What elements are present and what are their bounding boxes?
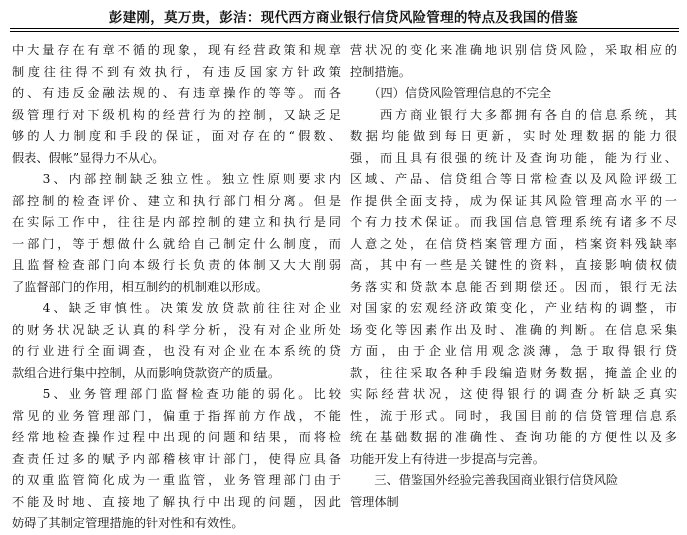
text-line: 了监督部门的作用，相互制约的机制难以形成。 xyxy=(12,279,268,294)
text-line: 的双重监管简化成为一重监管，业务管理部门由于 xyxy=(12,473,341,487)
text-line: 控制措施。 xyxy=(350,64,411,79)
text-line: 区域、产品、信贷组合等日常检查以及风险评级工 xyxy=(350,172,677,186)
header-rule-bottom xyxy=(10,31,679,32)
text-line: 数据均能做到每日更新，实时处理数据的能力很 xyxy=(350,129,677,143)
text-line: 对国家的宏观经济政策变化，产业结构的调整，市 xyxy=(350,301,677,315)
text-line: 统在基础数据的准确性、查询功能的方便性以及多 xyxy=(350,430,677,444)
text-line: 的行业进行全面调查，也没有对企业在本系统的贷 xyxy=(12,344,341,358)
right-column xyxy=(350,40,677,509)
left-column xyxy=(12,40,341,530)
text-line: 作提供全面支持，成为保证其风险管理高水平的一 xyxy=(350,193,677,208)
text-line: 的、有违反金融法规的、有违章操作的等等。而各 xyxy=(12,86,341,100)
text-line: 场变化等因素作出及时、准确的判断。在信息采集 xyxy=(350,322,677,337)
text-line: 部控制的检查评价、建立和执行部门相分离。但是 xyxy=(12,193,341,208)
text-line: 查责任过多的赋予内部稽核审计部门，使得应具备 xyxy=(12,451,341,466)
text-line: 3、内部控制缺乏独立性。独立性原则要求内 xyxy=(12,172,341,186)
text-line: 一部门，等于想做什么就给自己制定什么制度，而 xyxy=(12,236,341,251)
text-line: 三、借鉴国外经验完善我国商业银行信贷风险 xyxy=(350,473,619,487)
text-line: 人意之处，在信贷档案管理方面，档案资料残缺率 xyxy=(350,236,677,251)
text-line: 管理体制 xyxy=(350,494,399,509)
text-line: 制度往往得不到有效执行，有违反国家方针政策 xyxy=(12,64,341,79)
text-line: 常见的业务管理部门，偏重于指挥前方作战，不能 xyxy=(12,408,341,423)
text-line: 高，其中有一些是关键性的资料，直接影响债权债 xyxy=(350,258,677,272)
header-rule-top xyxy=(10,28,679,29)
text-line: 经常地检查操作过程中出现的问题和结果，而将检 xyxy=(12,430,341,444)
text-line: 西方商业银行大多都拥有各自的信息系统，其 xyxy=(350,107,677,122)
text-line: 5、业务管理部门监督检查功能的弱化。比较 xyxy=(12,387,341,401)
text-line: 强，而且具有很强的统计及查询功能，能为行业、 xyxy=(350,150,677,165)
text-line: 4、缺乏审慎性。决策发放贷款前往往对企业 xyxy=(12,301,341,315)
text-line: 实际经营状况，这使得银行的调查分析缺乏真实 xyxy=(350,387,677,401)
text-line: 方面，由于企业信用观念淡薄，急于取得银行贷 xyxy=(350,344,677,358)
text-line: 务落实和贷款本息能否到期偿还。因而，银行无法 xyxy=(350,279,677,294)
text-line: 性，流于形式。同时，我国目前的信贷管理信息系 xyxy=(350,408,677,423)
text-line: 营状况的变化来准确地识别信贷风险，采取相应的 xyxy=(350,43,677,57)
text-line: 个有力技术保证。而我国信息管理系统有诸多不尽 xyxy=(350,215,677,229)
text-line: 够的人力制度和手段的保证，面对存在的“假数、 xyxy=(12,129,341,143)
text-line: （四）信贷风险管理信息的不完全 xyxy=(350,86,552,100)
text-line: 的财务状况缺乏认真的科学分析，没有对企业所处 xyxy=(12,322,341,337)
text-line: 中大量存在有章不循的现象，现有经营政策和规章 xyxy=(12,43,341,57)
text-line: 妨碍了其制定管理措施的针对性和有效性。 xyxy=(12,516,244,530)
text-line: 款组合进行集中控制，从而影响贷款资产的质量。 xyxy=(12,365,281,380)
text-line: 且监督检查部门向本级行长负责的体制又大大削弱 xyxy=(12,258,341,272)
text-line: 在实际工作中，往往是内部控制的建立和执行是同 xyxy=(12,215,341,229)
text-line: 级管理行对下级机构的经营行为的控制，又缺乏足 xyxy=(12,107,341,122)
text-line: 不能及时地、直接地了解执行中出现的问题，因此 xyxy=(12,494,341,509)
text-line: 功能开发上有待进一步提高与完善。 xyxy=(350,451,545,466)
text-line: 假表、假帐”显得力不从心。 xyxy=(12,150,165,165)
running-head: 彭建刚，莫万贵，彭洁：现代西方商业银行信贷风险管理的特点及我国的借鉴 xyxy=(108,10,579,26)
text-line: 款，往往采取各种手段编造财务数据，掩盖企业的 xyxy=(350,365,677,380)
